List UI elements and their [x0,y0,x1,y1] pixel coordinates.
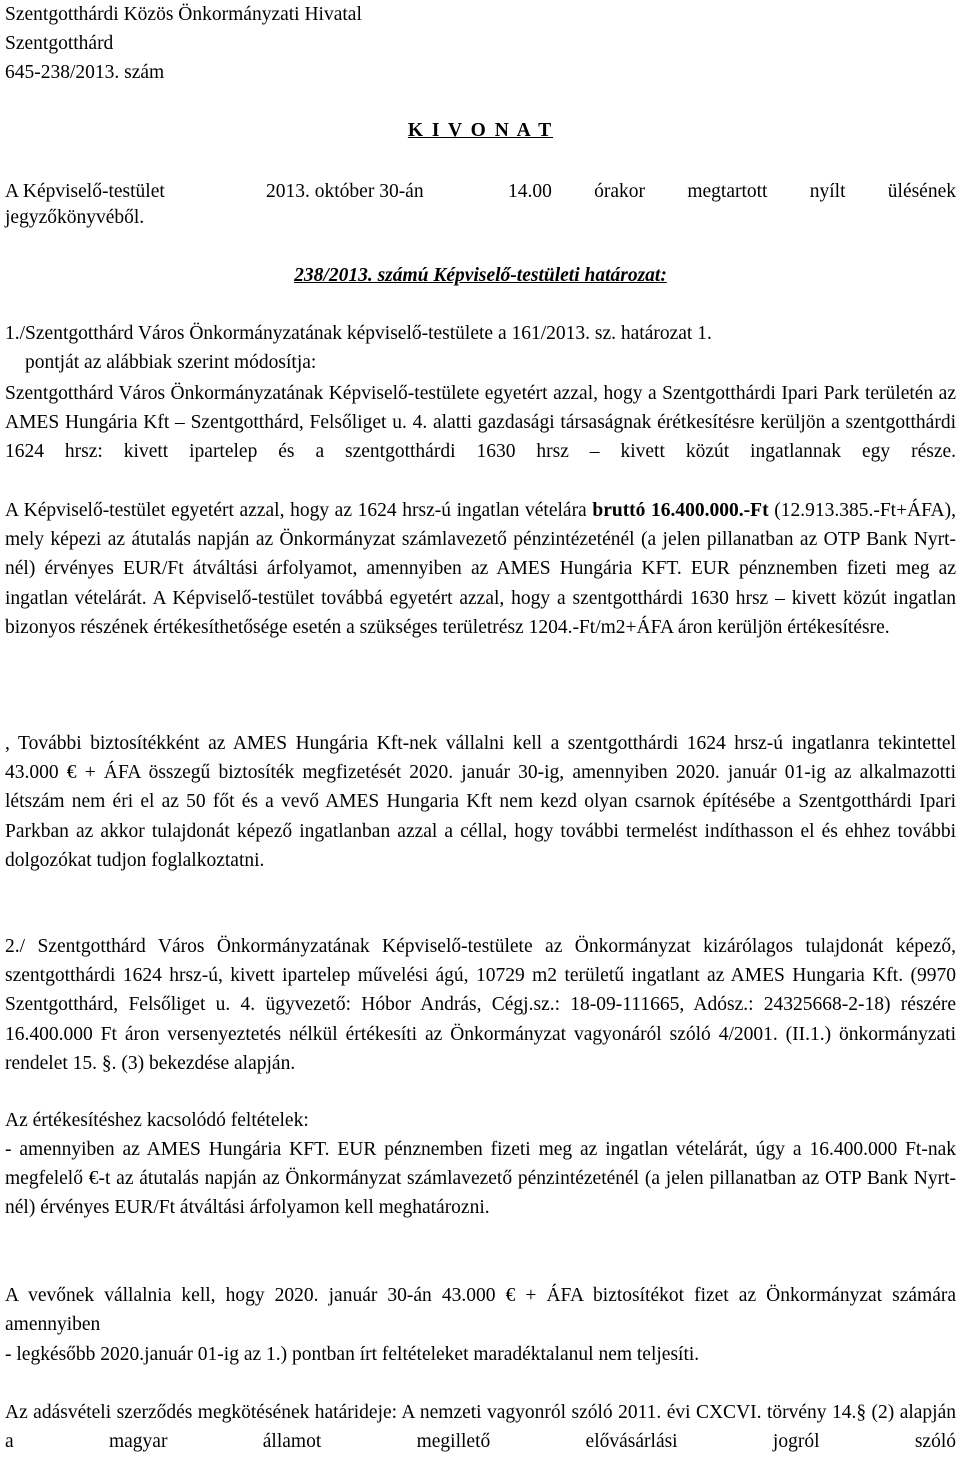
document-title: K I V O N A T [407,120,554,141]
intro-col-3: 14.00 órakor megtartott nyílt ülésének [508,181,956,202]
condition-item-1: - amennyiben az AMES Hungária KFT. EUR pénznemben fizeti meg az ingatlan vételárát, úgy a 16.400.000 Ft-nak megfelelő €-t az átutalás napján az Önkormányzat számlavezető pénzintézeténél (a jelen pillanatban az OTP Bank Nyrt-nél) érvényes EUR/Ft átváltási árfolyamon kell meghatározni. [5,1139,956,1219]
condition-item-2: - legkésőbb 2020.január 01-ig az 1.) pontban írt feltételeket maradéktalanul nem teljesíti. [5,1344,700,1365]
city-name: Szentgotthárd [5,33,114,54]
point-1-heading: 1./Szentgotthárd Város Önkormányzatának képviselő-testülete a 161/2013. sz. határozat 1. [5,323,712,344]
point-2-paragraph: 2./ Szentgotthárd Város Önkormányzatának Képviselő-testülete az Önkormányzat kizárólagos tulajdonát képező, szentgotthárdi 1624 hrsz-ú, kivett ipartelep művelési ágú, 10729 m2 területű ingatlant az AMES Hungaria Kft. (9970 Szentgotthárd, Felsőliget u. 4. ügyvezető: Hóbor András, Cégj.sz.: 18-09-111665, Adósz.: 24325668-2-18) részére 16.400.000 Ft áron versenyeztetés nélkül értékesíti az Önkormányzat vagyonáról szóló 4/2001. (II.1.) önkormányzati rendelet 15. §. (3) bekezdése alapján. [5,936,956,1074]
buyer-obligation: A vevőnek vállalnia kell, hogy 2020. január 30-án 43.000 € + ÁFA biztosítékot fizet az Önkormányzat számára amennyiben [5,1285,956,1336]
intro-col-1: A Képviselő-testület [5,181,165,202]
point-1-body: Szentgotthárd Város Önkormányzatának Képviselő-testülete egyetért azzal, hogy a Szentgotthárdi Ipari Park területén az AMES Hungária Kft – Szentgotthárd, Felsőliget u. 4. alatti gazdasági társaságnak érétkesítésre kerüljön a szentgotthárdi 1624 hrsz: kivett ipartelep és a szentgotthárdi 1630 hrsz – kivett közút ingatlannak egy része. [5,383,956,463]
gross-price: bruttó 16.400.000.-Ft [592,500,769,521]
resolution-title: 238/2013. számú Képviselő-testületi határozat: [294,265,667,286]
intro-col-2: 2013. október 30-án [266,181,424,202]
reference-number: 645-238/2013. szám [5,62,165,83]
point-1-price-paragraph: A Képviselő-testület egyetért azzal, hogy az 1624 hrsz-ú ingatlan vételára bruttó 16.400.000.-Ft (12.913.385.-Ft+ÁFA), mely képezi az átutalás napján az Önkormányzat számlavezető pénzintézeténél (a jelen pillanatban az OTP Bank Nyrt-nél) érvényes EUR/Ft átváltási árfolyamot, amennyiben az AMES Hungária KFT. EUR pénznemben fizeti meg az ingatlan vételárát. A Képviselő-testület továbbá egyetért azzal, hogy a szentgotthárdi 1630 hrsz – kivett közút ingatlan bizonyos részének értékesíthetősége esetén a szükséges területrész 1204.-Ft/m2+ÁFA áron kerüljön értékesítésre. [5,500,957,638]
intro-line-2: jegyzőkönyvéből. [5,207,145,228]
office-name: Szentgotthárdi Közös Önkormányzati Hivatal [5,4,362,25]
conditions-heading: Az értékesítéshez kacsolódó feltételek: [5,1110,309,1131]
deadline-paragraph: Az adásvételi szerződés megkötésének határideje: A nemzeti vagyonról szóló 2011. évi CXCVI. törvény 14.§ (2) alapján a magyar államot megillető elővásárlási jogról szóló [5,1402,956,1453]
guarantee-paragraph: , További biztosítékként az AMES Hungária Kft-nek vállalni kell a szentgotthárdi 1624 hrsz-ú ingatlanra tekintettel 43.000 € + ÁFA összegű biztosíték megfizetését 2020. január 30-ig, amennyiben 2020. január 01-ig az alkalmazotti létszám nem éri el az 50 főt és a vevő AMES Hungaria Kft nem kezd olyan csarnok építésébe a Szentgotthárdi Ipari Parkban az akkor tulajdonát képező ingatlanban azzal a céllal, hogy további termelést indíthasson el és ehhez további dolgozókat tudjon foglalkoztatni. [5,733,956,871]
point-1-subheading: pontját az alábbiak szerint módosítja: [25,352,317,373]
